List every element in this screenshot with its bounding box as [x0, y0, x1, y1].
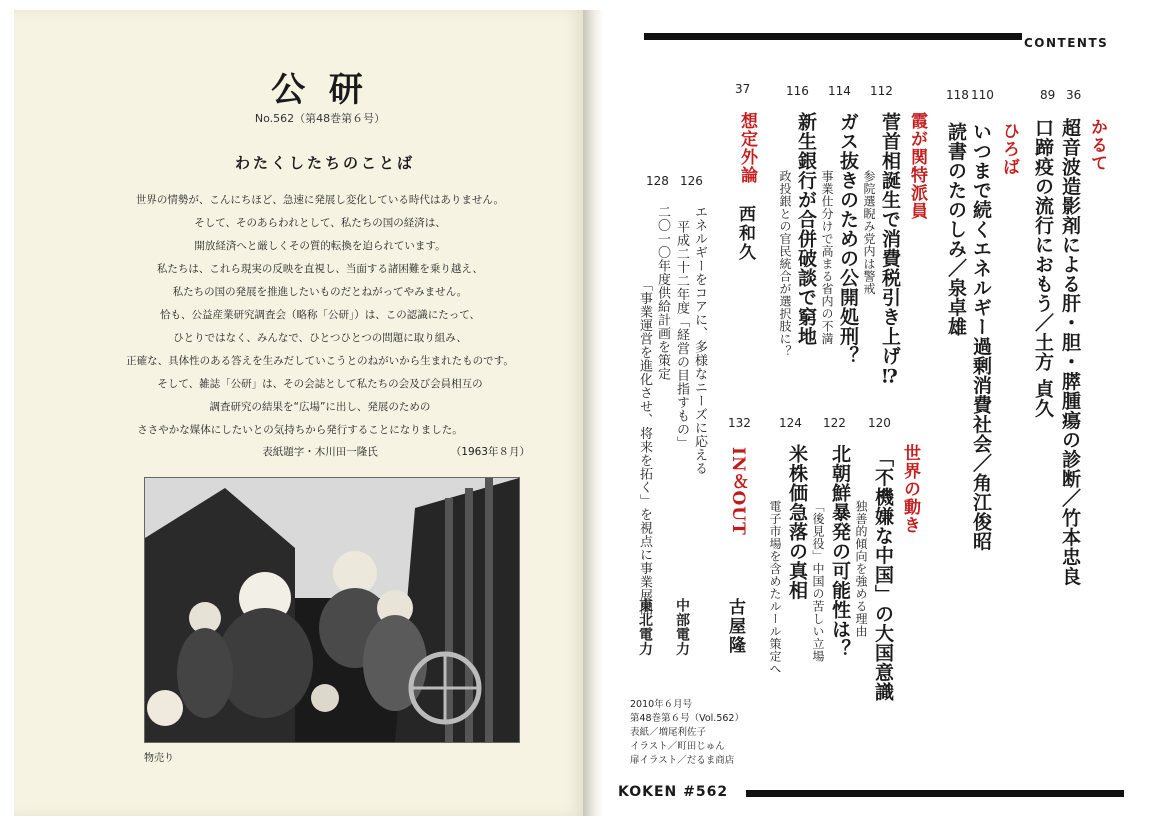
- mission-line: 私たちの国の発展を推進したいものだとねがってやみません。: [172, 286, 468, 298]
- mission-date: （1963年８月）: [450, 446, 530, 458]
- article-title[interactable]: 読書のたのしみ／泉卓雄: [945, 122, 967, 337]
- page-number: 110: [971, 88, 994, 102]
- magazine-title: 公 研: [271, 70, 369, 110]
- colophon-line: 表紙／増尾利佐子: [630, 727, 707, 738]
- mission-line: 恰も、公益産業研究調査会（略称「公研」）は、この認識にたって、: [159, 309, 481, 321]
- page-number: 37: [735, 82, 751, 96]
- colophon-line: 第48巻第６号（Vol.562）: [630, 713, 744, 724]
- article-subtitle: 政投銀との官民統合が選択肢に？: [778, 170, 792, 358]
- page-number: 128: [646, 174, 669, 188]
- article-author[interactable]: 中部電力: [674, 598, 690, 656]
- page-number: 116: [786, 84, 809, 98]
- illustration-caption: 物売り: [144, 753, 174, 764]
- page-number: 89: [1040, 88, 1056, 102]
- page-number: 126: [680, 174, 703, 188]
- issue-number: No.562（第48巻第６号）: [254, 112, 386, 125]
- article-subtitle: 独善的傾向を強める理由: [854, 500, 868, 638]
- cover-credit: 表紙題字・木川田一隆氏: [262, 446, 378, 458]
- cover-illustration: [144, 477, 520, 743]
- contents-label: CONTENTS: [1024, 36, 1109, 50]
- category-soteigai: 想定外論: [737, 112, 757, 184]
- article-title[interactable]: 二〇一〇年度供給計画を策定: [655, 205, 670, 381]
- page-number: 124: [779, 416, 802, 430]
- contents-rule: [644, 33, 1022, 40]
- article-subtitle: 電子市場を含めたルール策定へ: [768, 500, 782, 675]
- colophon-line: イラスト／町田じゅん: [630, 741, 725, 752]
- mission-line: 調査研究の結果を“広場”に出し、発展のための: [209, 401, 431, 413]
- mission-line: ささやかな媒体にしたいとの気持ちから発行することになりました。: [137, 424, 463, 436]
- mission-line: 私たちは、これら現実の反映を直視し、当面する諸困難を乗り越え、: [156, 263, 484, 275]
- article-title[interactable]: 北朝鮮暴発の可能性は？: [829, 444, 851, 659]
- article-title[interactable]: 「不機嫌な中国」の大国意識: [872, 448, 894, 702]
- page-number: 114: [828, 84, 851, 98]
- article-subtitle: 「事業運営を進化させ、将来を拓く」を視点に事業展開: [637, 278, 652, 616]
- page-number: 118: [946, 88, 969, 102]
- article-title[interactable]: 菅首相誕生で消費税引き上げ⁉︎: [879, 112, 901, 388]
- issue-footer-label: KOKEN #562: [618, 784, 729, 800]
- mission-line: 開放経済へと厳しくその質的転換を迫られています。: [194, 240, 446, 252]
- mission-line: そして、雑誌「公研」は、その会誌として私たちの会及び会員相互の: [157, 378, 483, 390]
- colophon-line: 2010年６月号: [630, 699, 693, 710]
- page-number: 112: [870, 84, 893, 98]
- article-subtitle: 平成二十二年度「経営の目指すもの」: [674, 220, 689, 450]
- category-hiroba: ひろば: [999, 122, 1019, 176]
- article-subtitle: 参院選睨み党内は警戒: [862, 170, 876, 295]
- mission-line: 正確な、具体性のある答えを生みだしていこうとのねがいから生まれたものです。: [126, 355, 514, 367]
- article-title[interactable]: 新生銀行が合併破談で窮地: [795, 112, 817, 346]
- article-subtitle: 事業仕分けで高まる省内の不満: [820, 170, 834, 345]
- article-title[interactable]: 米株価急落の真相: [786, 444, 808, 600]
- page-number: 132: [728, 416, 751, 430]
- category-inout: IN＆OUT: [728, 447, 748, 536]
- colophon: [630, 698, 744, 768]
- article-author[interactable]: 東北電力: [637, 598, 653, 656]
- article-title[interactable]: ガス抜きのための公開処刑？: [837, 112, 859, 366]
- article-author[interactable]: 古屋隆: [725, 598, 745, 655]
- page-number: 36: [1066, 88, 1082, 102]
- colophon-line: 扉イラスト／だるま商店: [630, 755, 735, 766]
- article-title[interactable]: 超音波造影剤による肝・胆・膵腫瘍の診断／竹本忠良: [1059, 118, 1081, 586]
- mission-heading: わたくしたちのことば: [234, 154, 415, 172]
- page-spine: [583, 10, 603, 816]
- category-kasumigaseki: 霞が関特派員: [907, 112, 927, 220]
- article-author[interactable]: 西和久: [735, 205, 755, 262]
- mission-line: そして、そのあらわれとして、私たちの国の経済は、: [194, 217, 446, 229]
- article-subtitle: 「後見役」中国の苦しい立場: [811, 500, 825, 663]
- article-title[interactable]: エネルギーをコアに、多様なニーズに応える: [692, 205, 707, 475]
- category-sekai: 世界の動き: [900, 444, 920, 534]
- footer-rule: [746, 790, 1124, 797]
- mission-line: ひとりではなく、みんなで、ひとつひとつの問題に取り組み、: [173, 332, 467, 344]
- page-number: 120: [868, 416, 891, 430]
- category-karute: かるて: [1087, 118, 1107, 172]
- article-title[interactable]: いつまで続くエネルギー過剰消費社会／角江俊昭: [970, 122, 992, 551]
- page-number: 122: [823, 416, 846, 430]
- article-title[interactable]: 口蹄疫の流行におもう／土方 貞久: [1032, 118, 1054, 418]
- mission-line: 世界の情勢が、こんにちほど、急速に発展し変化している時代はありません。: [135, 194, 505, 206]
